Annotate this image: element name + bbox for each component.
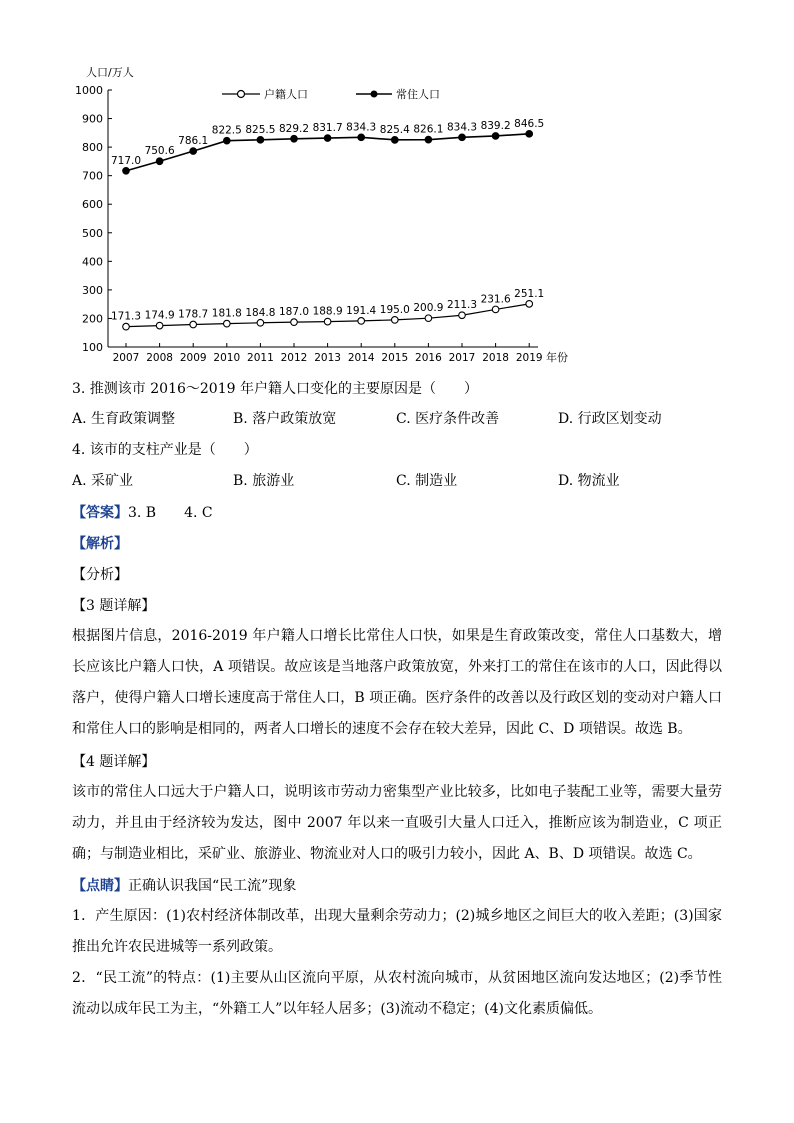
y-tick-label: 300 bbox=[82, 283, 103, 297]
resident-data-label: 750.6 bbox=[144, 145, 175, 158]
q3-option-a: A. 生育政策调整 bbox=[72, 411, 176, 427]
x-tick-label: 2019 bbox=[515, 352, 543, 364]
household-data-label: 181.8 bbox=[211, 307, 242, 320]
q3-option-c: C. 医疗条件改善 bbox=[396, 411, 500, 427]
y-ticks bbox=[75, 84, 112, 354]
household-data-label: 231.6 bbox=[480, 293, 511, 306]
resident-data-label: 786.1 bbox=[178, 135, 209, 148]
q3-option-b: B. 落户政策放宽 bbox=[233, 411, 337, 427]
household-point bbox=[156, 322, 163, 329]
resident-data-label: 846.5 bbox=[514, 117, 545, 130]
resident-data-label: 825.5 bbox=[245, 123, 276, 136]
household-point bbox=[492, 306, 499, 313]
y-tick-label: 200 bbox=[82, 312, 103, 326]
q4-option-a: A. 采矿业 bbox=[72, 473, 134, 489]
x-tick-label: 2012 bbox=[280, 352, 308, 364]
x-ticks bbox=[113, 343, 543, 364]
q3-stem: 3. 推测该市 2016～2019 年户籍人口变化的主要原因是（ ） bbox=[72, 381, 478, 397]
household-data-label: 174.9 bbox=[144, 309, 175, 322]
resident-point bbox=[190, 148, 197, 155]
y-tick-label: 900 bbox=[82, 112, 103, 126]
y-tick-label: 400 bbox=[82, 255, 103, 269]
household-point bbox=[425, 315, 432, 322]
resident-data-label: 831.7 bbox=[312, 122, 343, 135]
x-tick-label: 2013 bbox=[314, 352, 341, 364]
y-tick-label: 700 bbox=[82, 169, 103, 183]
y-axis-label: 人口/万人 bbox=[86, 66, 134, 79]
y-tick-label: 800 bbox=[82, 141, 103, 155]
x-tick-label: 2009 bbox=[179, 352, 207, 364]
y-tick-label: 1000 bbox=[75, 84, 103, 97]
answer-text: 3. B 4. C bbox=[128, 505, 213, 521]
x-tick-label: 2011 bbox=[247, 352, 274, 364]
household-data-label: 191.4 bbox=[346, 304, 377, 317]
answer-line bbox=[72, 503, 213, 523]
household-data-label: 184.8 bbox=[245, 306, 276, 319]
q4-detail-tag: 【4 题详解】 bbox=[72, 754, 156, 770]
household-point bbox=[526, 301, 533, 308]
household-point bbox=[291, 319, 298, 326]
resident-point bbox=[526, 131, 533, 138]
resident-point bbox=[392, 137, 399, 144]
legend-label-household: 户籍人口 bbox=[264, 88, 308, 101]
resident-point bbox=[492, 133, 499, 140]
series-group bbox=[111, 118, 544, 330]
answer-tag: 【答案】 bbox=[72, 505, 128, 521]
x-tick-label: 2010 bbox=[213, 352, 241, 364]
population-line-chart bbox=[70, 60, 590, 370]
x-tick-label: 2008 bbox=[146, 352, 173, 364]
q4-option-b: B. 旅游业 bbox=[233, 473, 295, 489]
resident-data-label: 834.3 bbox=[346, 121, 377, 134]
x-tick-label: 2017 bbox=[448, 352, 476, 364]
resident-data-label: 826.1 bbox=[413, 123, 444, 136]
legend bbox=[222, 87, 440, 101]
resident-point bbox=[459, 134, 466, 141]
analysis-tag: 【解析】 bbox=[72, 536, 128, 552]
resident-data-label: 839.2 bbox=[480, 119, 511, 132]
resident-point bbox=[291, 135, 298, 142]
fenxi-tag: 【分析】 bbox=[72, 567, 128, 583]
household-point bbox=[123, 323, 130, 330]
q4-detail-text: 该市的常住人口远大于户籍人口，说明该市劳动力密集型产业比较多，比如电子装配工业等，需要大量劳动力，并且由于经济较为发达，图中 2007 年以来一直吸引大量人口迁入，推断应该为制造业，C 项正确；与制造业相比，采矿业、旅游业、物流业对人口的吸引力较小，因此 A、B、D 项错误。故选 C。 bbox=[72, 784, 722, 862]
resident-data-label: 717.0 bbox=[110, 154, 142, 167]
legend-marker-household bbox=[238, 91, 245, 98]
household-data-label: 188.9 bbox=[312, 305, 343, 318]
household-data-label: 171.3 bbox=[110, 310, 142, 323]
q3-detail-tag: 【3 题详解】 bbox=[72, 598, 156, 614]
resident-point bbox=[425, 136, 432, 143]
x-tick-label: 2014 bbox=[347, 352, 375, 364]
x-tick-label: 2016 bbox=[415, 352, 442, 364]
q3-option-d: D. 行政区划变动 bbox=[558, 411, 662, 427]
household-point bbox=[392, 317, 399, 324]
household-data-label: 178.7 bbox=[178, 308, 209, 321]
q4-option-d: D. 物流业 bbox=[558, 473, 620, 489]
household-point bbox=[257, 319, 264, 326]
resident-data-label: 829.2 bbox=[278, 122, 310, 135]
resident-data-label: 822.5 bbox=[211, 124, 242, 137]
resident-point bbox=[156, 158, 163, 165]
x-tick-label: 2018 bbox=[482, 352, 509, 364]
point-text: 正确认识我国“民工流”现象 bbox=[128, 878, 297, 894]
x-axis-label: 年份 bbox=[546, 351, 568, 364]
household-data-label: 251.1 bbox=[514, 287, 545, 300]
household-data-label: 200.9 bbox=[413, 302, 444, 315]
q4-option-c: C. 制造业 bbox=[396, 473, 458, 489]
household-point bbox=[324, 318, 331, 325]
resident-point bbox=[123, 168, 130, 175]
legend-marker-resident bbox=[371, 91, 378, 98]
q4-stem: 4. 该市的支柱产业是（ ） bbox=[72, 442, 258, 458]
household-point bbox=[358, 318, 365, 325]
y-tick-label: 600 bbox=[82, 198, 103, 212]
household-data-label: 211.3 bbox=[446, 299, 478, 312]
x-tick-label: 2007 bbox=[112, 352, 140, 364]
household-point bbox=[190, 321, 197, 328]
household-point bbox=[224, 320, 231, 327]
household-point bbox=[459, 312, 466, 319]
resident-point bbox=[257, 137, 264, 144]
point-tag: 【点睛】 bbox=[72, 878, 128, 894]
resident-data-label: 825.4 bbox=[379, 123, 410, 136]
y-tick-label: 500 bbox=[82, 226, 103, 240]
q3-detail-text: 根据图片信息，2016-2019 年户籍人口增长比常住人口快，如果是生育政策改变，常住人口基数大，增长应该比户籍人口快，A 项错误。故应该是当地落户政策放宽，外来打工的常住在该市的人口，因此得以落户，使得户籍人口增长速度高于常住人口，B 项正确。医疗条件的改善以及行政区划的变动对户籍人口和常住人口的影响是相同的，两者人口增长的速度不会存在较大差异，因此 C、D 项错误。故选 B。 bbox=[72, 628, 722, 737]
resident-point bbox=[358, 134, 365, 141]
resident-point bbox=[224, 137, 231, 144]
household-data-label: 187.0 bbox=[278, 306, 310, 319]
resident-point bbox=[324, 135, 331, 142]
cause-item: 1．产生原因：(1)农村经济体制改革，出现大量剩余劳动力；(2)城乡地区之间巨大的收入差距；(3)国家推出允许农民进城等一系列政策。 bbox=[72, 908, 722, 955]
feature-item: 2．“民工流”的特点：(1)主要从山区流向平原，从农村流向城市，从贫困地区流向发达地区；(2)季节性流动以成年民工为主，“外籍工人”以年轻人居多；(3)流动不稳定；(4)文化素质偏低。 bbox=[72, 970, 722, 1017]
point-line bbox=[72, 876, 296, 896]
resident-data-label: 834.3 bbox=[446, 121, 478, 134]
y-tick-label: 100 bbox=[82, 341, 103, 354]
x-tick-label: 2015 bbox=[381, 352, 409, 364]
legend-label-resident: 常住人口 bbox=[396, 88, 440, 101]
household-data-label: 195.0 bbox=[379, 303, 410, 316]
